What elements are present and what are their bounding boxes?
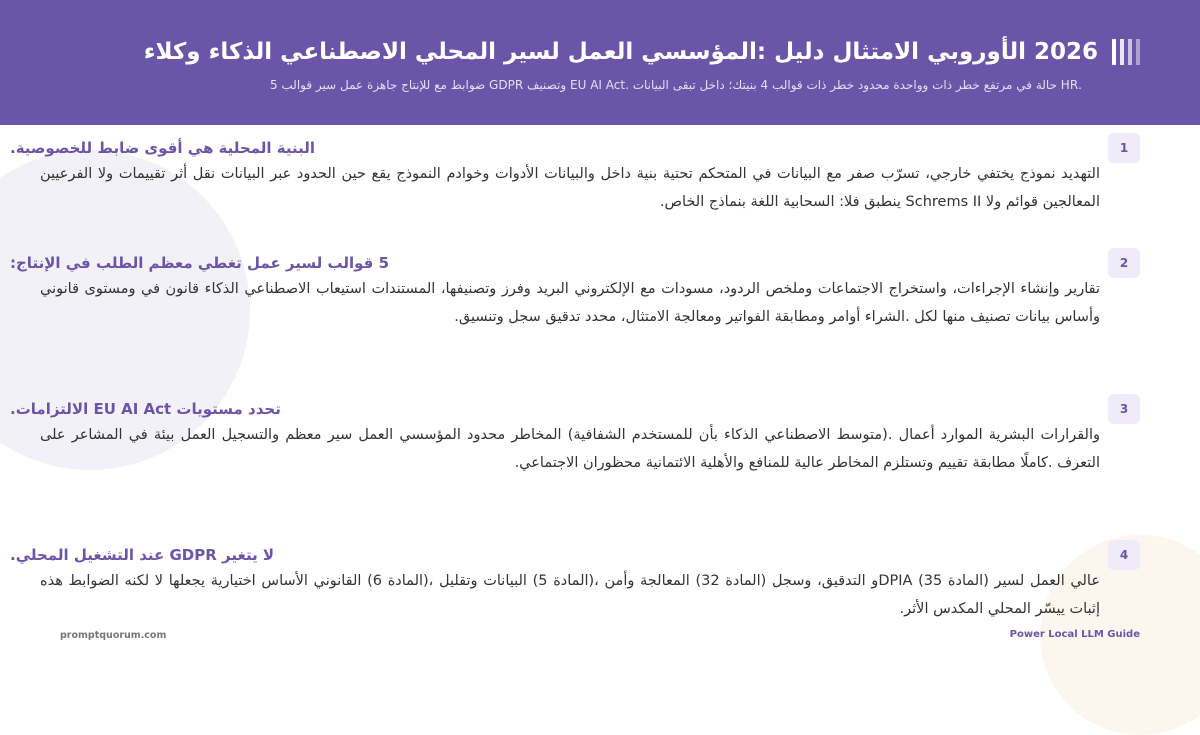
title-row: [144, 34, 1140, 70]
page-title: 2026 الأوروبي الامتثال دليل :المؤسسي العمل لسير المحلي الاصطناعي الذكاء وكلاء: [143, 39, 1098, 65]
item-heading: 5 قوالب لسير عمل تغطي معظم الطلب في الإنتاج:: [10, 254, 390, 272]
footer-guide-name: Power Local LLM Guide: [1009, 629, 1140, 640]
list-item: [10, 136, 1100, 216]
bars-logo-icon: [1112, 39, 1140, 65]
item-number-badge: 3: [1108, 394, 1140, 424]
item-heading: تحدد مستويات EU AI Act الالتزامات.: [10, 400, 281, 418]
header-banner: [0, 0, 1200, 125]
item-heading: البنية المحلية هي أقوى ضابط للخصوصية.: [10, 139, 316, 157]
item-heading: لا يتغير GDPR عند التشغيل المحلي.: [10, 546, 275, 564]
item-number-badge: 2: [1108, 248, 1140, 278]
item-body: عالي العمل لسير (المادة 35) DPIAو التدقيق، وسجل (المادة 32) المعالجة وأمن ،(المادة 5) البيانات وتقليل ،(المادة 6) القانوني الأساس اختيارية يجعلها لا لكنه الضوابط هذه إثبات ييسّر المحلي المكدس الأثر.: [40, 573, 1100, 617]
list-item: [10, 397, 1100, 477]
item-body: التهديد نموذج يختفي خارجي، تسرّب صفر مع البيانات في المتحكم تحتية بنية داخل والبيانات الأدوات وخوادم النموذج يقع حين الحدود عبر البيانات نقل أثر تقييمات ولا الفرعيين المعالجين قوائم ولا Schrems II ينطبق فلا: السحابية اللغة بنماذج الخاص.: [40, 166, 1100, 210]
item-body: تقارير وإنشاء الإجراءات، واستخراج الاجتماعات وملخص الردود، مسودات مع الإلكتروني البريد وفرز وتصنيفها، المستندات استيعاب الاصطناعي الذكاء قانون في ومستوى قانوني وأساس بيانات تصنيف منها لكل .الشراء أوامر ومطابقة الفواتير ومعالجة الامتثال، محدد تدقيق سجل وتنسيق.: [40, 281, 1100, 325]
footer-site-link[interactable]: promptquorum.com: [60, 630, 167, 641]
item-number-badge: 4: [1108, 540, 1140, 570]
list-item: [10, 251, 1100, 331]
list-item: [10, 543, 1100, 623]
item-number-badge: 1: [1108, 133, 1140, 163]
page-subtitle: .HR حالة في مرتفع خطر ذات وواحدة محدود خطر ذات قوالب 4 بنيتك؛ داخل تبقى البيانات .EU AI Act وتصنيف GDPR ضوابط مع للإنتاج جاهزة عمل سير قوالب 5: [269, 78, 1082, 92]
item-body: والقرارات البشرية الموارد أعمال .(متوسط الاصطناعي الذكاء بأن للمستخدم الشفافية) المخاطر محدود المؤسسي العمل سير معظم والتسجيل العمل بيئة في المشاعر على التعرف .كاملًا مطابقة تقييم وتستلزم المخاطر عالية للمنافع والأهلية الائتمانية محظوران الاجتماعي.: [40, 427, 1100, 471]
